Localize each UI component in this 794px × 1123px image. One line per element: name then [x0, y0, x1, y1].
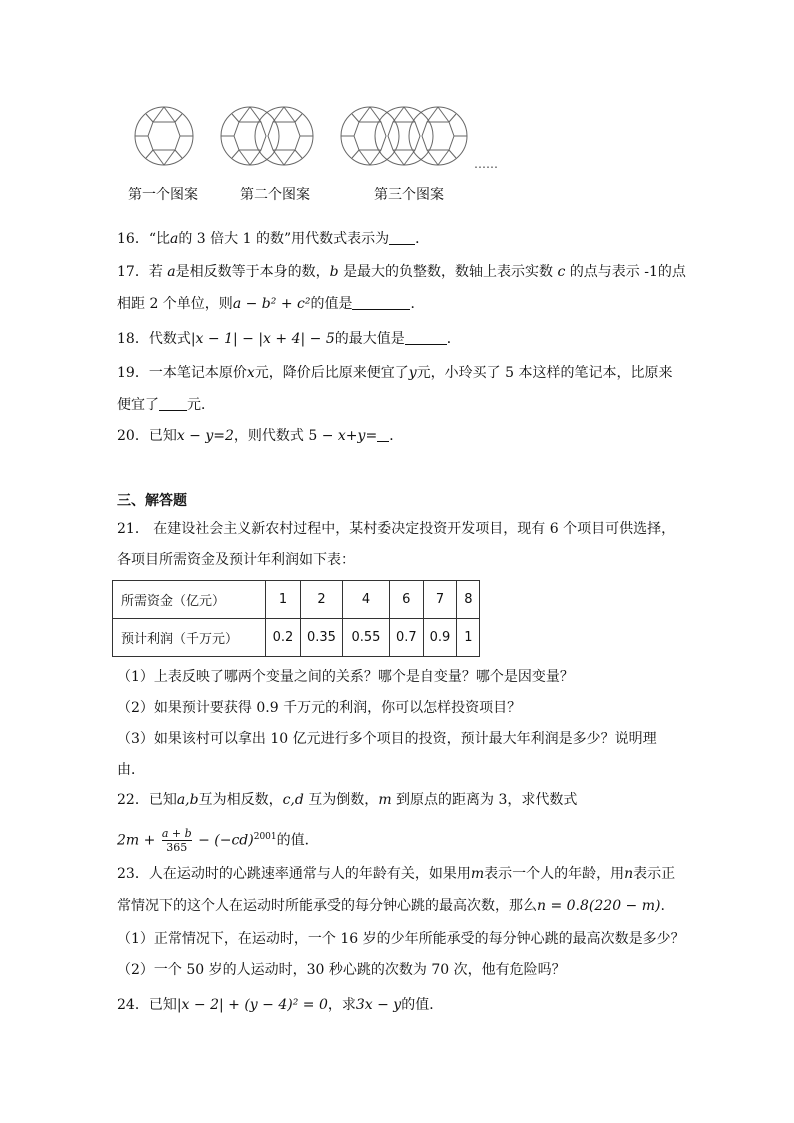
question-24: 24．已知|x − 2| + (y − 4)² = 0，求3x − y的值．	[117, 997, 444, 1013]
question-22-line-1: 22．已知a,b互为相反数，c,d 互为倒数，m 到原点的距离为 3，求代数式	[117, 792, 578, 808]
question-23-part-1: （1）正常情况下，在运动时，一个 16 岁的少年所能承受的每分钟心跳的最高次数是多少？	[117, 931, 685, 947]
table-cell: 8	[457, 581, 480, 619]
table-cell: 0.2	[266, 619, 301, 657]
question-23-line-1: 23．人在运动时的心跳速率通常与人的年龄有关，如果用m表示一个人的年龄，用n表示正	[117, 866, 676, 882]
pattern-3-figure	[338, 104, 472, 168]
table-cell: 0.35	[301, 619, 343, 657]
question-19-line-1: 19．一本笔记本原价x元，降价后比原来便宜了y元，小玲买了 5 本这样的笔记本，比原来	[117, 365, 673, 381]
question-22-formula: 2m + $\frac{a + b}{365}$ − $(-cd)^{2001}$的值．	[117, 827, 319, 855]
pattern-2-figure	[218, 104, 316, 168]
question-21-part-3-cont: 由．	[117, 762, 145, 778]
table-cell: 4	[342, 581, 389, 619]
fraction: $\frac{a + b}{365}$	[161, 827, 192, 855]
question-18: 18．代数式|x − 1| − |x + 4| − 5的最大值是 ．	[117, 331, 461, 347]
pattern-1-figure	[132, 104, 196, 168]
answer-blank	[159, 396, 187, 411]
table-cell: 1	[457, 619, 480, 657]
table-cell: 0.7	[389, 619, 423, 657]
table-row-header: 预计利润（千万元）	[113, 619, 266, 657]
table-row	[113, 581, 480, 619]
table-cell: 1	[266, 581, 301, 619]
question-20: 20．已知x − y=2，则代数式 5 − x+y= ．	[117, 428, 404, 444]
answer-blank	[389, 230, 415, 245]
investment-table	[112, 580, 480, 657]
caption-pattern-3: 第三个图案	[374, 187, 444, 203]
table-cell: 2	[301, 581, 343, 619]
caption-pattern-1: 第一个图案	[128, 187, 198, 203]
question-23-line-2: 常情况下的这个人在运动时所能承受的每分钟心跳的最高次数，那么n = 0.8(220 − m).	[117, 898, 665, 914]
table-row	[113, 619, 480, 657]
question-21-part-1: （1）上表反映了哪两个变量之间的关系？哪个是自变量？哪个是因变量？	[117, 669, 574, 685]
question-16: 16．“比a的 3 倍大 1 的数”用代数式表示为 ．	[117, 231, 430, 247]
question-21-part-3: （3）如果该村可以拿出 10 亿元进行多个项目的投资，预计最大年利润是多少？说明理	[117, 731, 657, 747]
question-19-line-2: 便宜了 元．	[117, 397, 215, 413]
table-cell: 6	[389, 581, 423, 619]
answer-blank	[405, 330, 447, 345]
question-21-part-2: （2）如果预计要获得 0.9 千万元的利润，你可以怎样投资项目？	[117, 700, 522, 716]
question-23-part-2: （2）一个 50 岁的人运动时，30 秒心跳的次数为 70 次，他有危险吗？	[117, 962, 566, 978]
question-17-line-1: 17．若 a是相反数等于本身的数，b 是最大的负整数，数轴上表示实数 c 的点与表示 -1的点	[117, 264, 686, 280]
section-heading: 三、解答题	[117, 493, 187, 509]
question-17-line-2: 相距 2 个单位，则a − b² + c²的值是 ．	[117, 296, 425, 312]
pattern-ellipsis: ……	[474, 157, 498, 171]
table-cell: 7	[423, 581, 457, 619]
caption-pattern-2: 第二个图案	[240, 187, 310, 203]
question-21-line-1: 21． 在建设社会主义新农村过程中，某村委决定投资开发项目，现有 6 个项目可供选择，	[117, 521, 676, 537]
table-row-header: 所需资金（亿元）	[113, 581, 266, 619]
table-cell: 0.55	[342, 619, 389, 657]
answer-blank	[377, 427, 389, 442]
question-21-line-2: 各项目所需资金及预计年利润如下表：	[117, 552, 355, 568]
answer-blank	[352, 295, 410, 310]
table-cell: 0.9	[423, 619, 457, 657]
